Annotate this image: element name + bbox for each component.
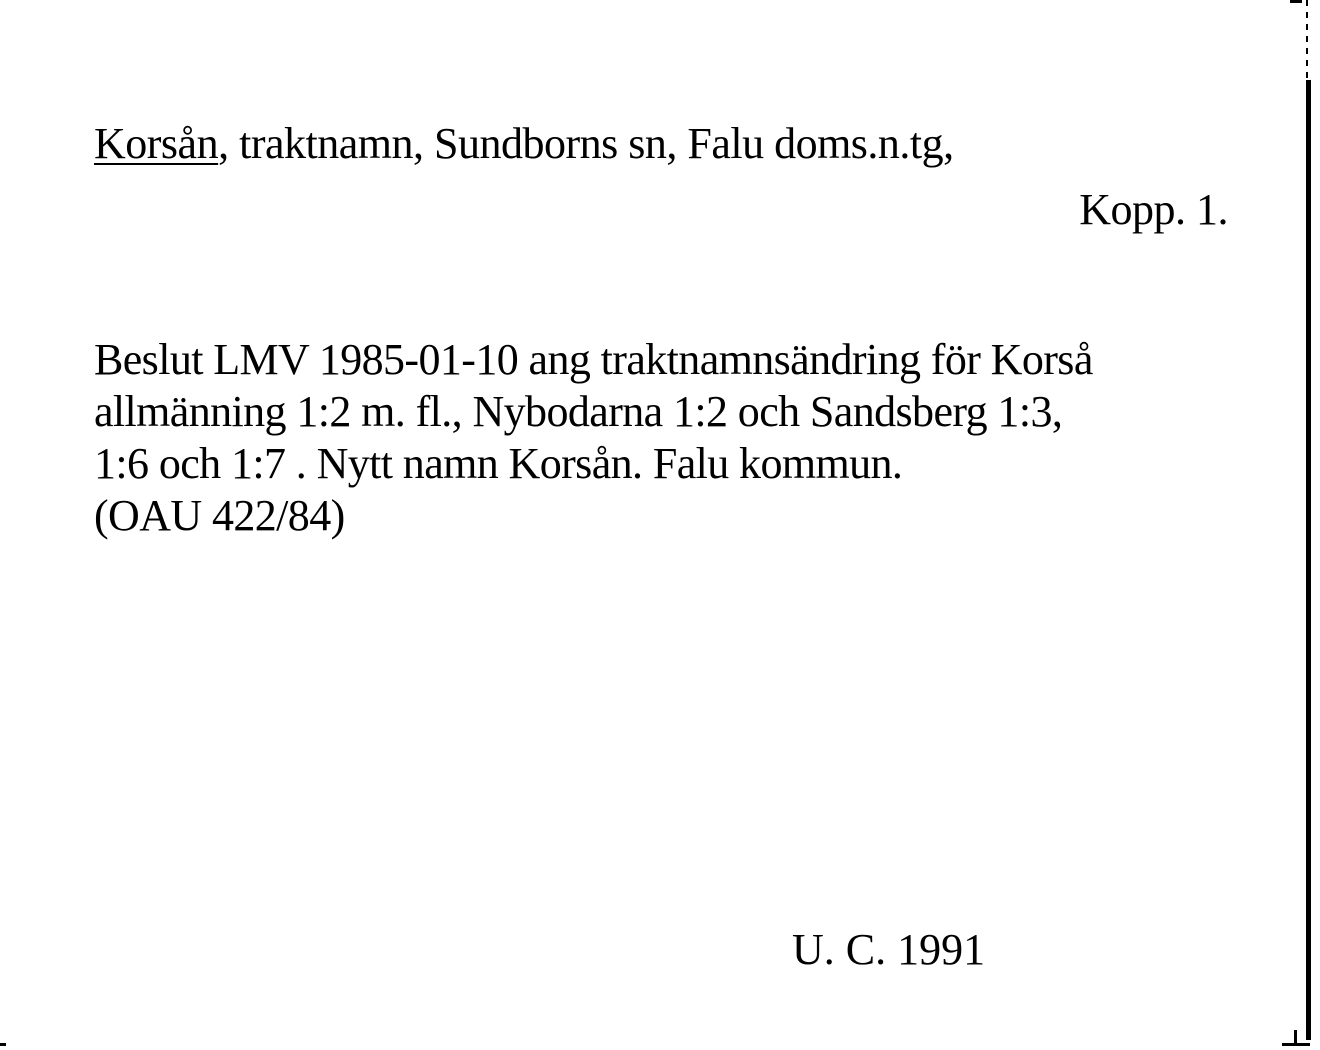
signature: U. C. 1991: [792, 925, 986, 974]
scan-top-mark: [1290, 0, 1302, 3]
scan-edge-right: [1306, 80, 1311, 1040]
scan-edge-top: [1306, 0, 1308, 80]
decision-line: Beslut LMV 1985-01-10 ang traktnamnsändring för Korså: [94, 335, 1093, 384]
card-heading: [94, 118, 954, 170]
scan-corner-mark: [1282, 1043, 1310, 1046]
place-name: Korsån: [94, 119, 219, 168]
place-description: , traktnamn, Sundborns sn, Falu doms.n.tg,: [218, 119, 954, 168]
decision-line: (OAU 422/84): [94, 491, 345, 540]
decision-line: allmänning 1:2 m. fl., Nybodarna 1:2 och Sandsberg 1:3,: [94, 387, 1063, 436]
reference-code: Kopp. 1.: [1079, 185, 1228, 234]
decision-line: 1:6 och 1:7 . Nytt namn Korsån. Falu kommun.: [94, 439, 903, 488]
scan-corner-tick: [1294, 1030, 1297, 1044]
decision-text: [94, 334, 1274, 542]
scan-left-mark: [0, 1043, 6, 1046]
